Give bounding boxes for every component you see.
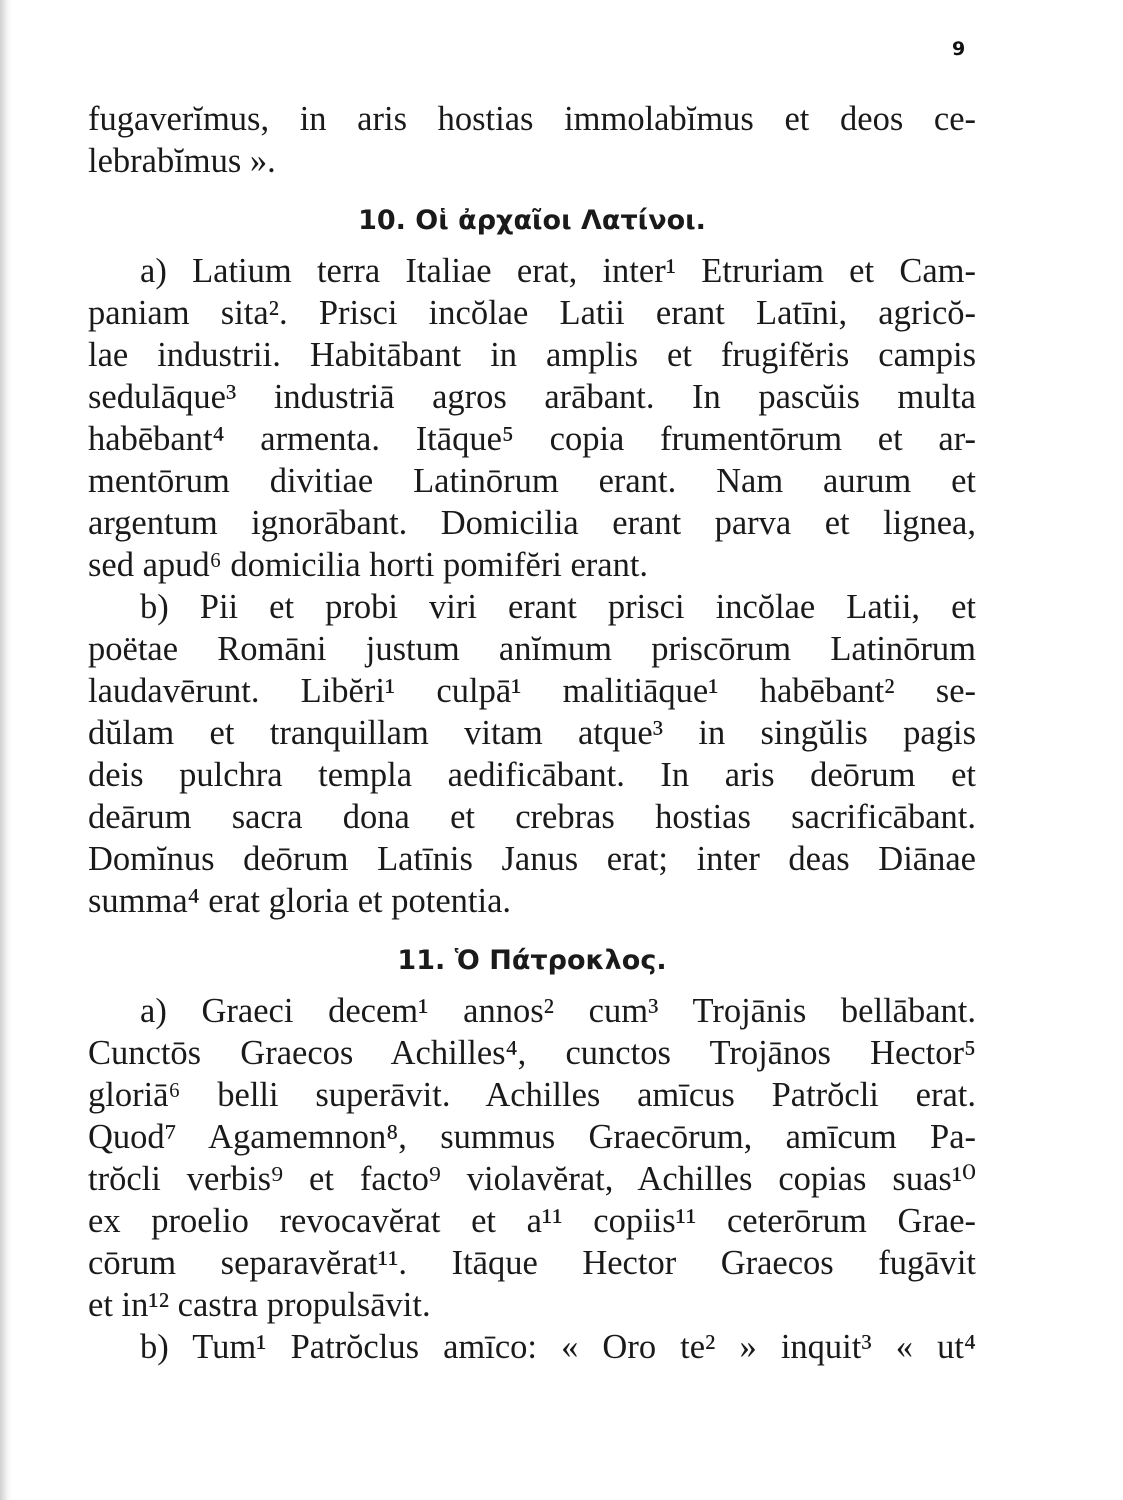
text-line: et in¹² castra propulsāvit. xyxy=(88,1286,431,1324)
text-line: Quod⁷ Agamemnon⁸, summus Graecōrum, amīcum Pa- xyxy=(88,1118,976,1156)
text-line: poëtae Romāni justum anĭmum priscōrum Latinōrum xyxy=(88,630,976,668)
text-line: cōrum separavĕrat¹¹. Itāque Hector Graecos fugāvit xyxy=(88,1244,976,1282)
section-10-paragraph-a xyxy=(88,250,976,586)
page-body xyxy=(88,98,976,1368)
text-line: argentum ignorābant. Domicilia erant parva et lignea, xyxy=(88,504,976,542)
page-edge-shadow xyxy=(0,0,12,1500)
text-line: sed apud⁶ domicilia horti pomifĕri erant. xyxy=(88,546,649,584)
section-11-paragraph-a xyxy=(88,990,976,1326)
text-line: lebrabĭmus ». xyxy=(88,142,276,180)
text-line: dŭlam et tranquillam vitam atque³ in singŭlis pagis xyxy=(88,714,976,752)
text-line: a) Graeci decem¹ annos² cum³ Trojānis bellābant. xyxy=(140,992,976,1030)
text-line: sedulāque³ industriā agros arābant. In pascŭis multa xyxy=(88,378,976,416)
text-line: deārum sacra dona et crebras hostias sacrificābant. xyxy=(88,798,976,836)
text-line: ex proelio revocavĕrat et a¹¹ copiis¹¹ ceterōrum Grae- xyxy=(88,1202,976,1240)
text-line: gloriā⁶ belli superāvit. Achilles amīcus Patrŏcli erat. xyxy=(88,1076,976,1114)
text-line: paniam sita². Prisci incŏlae Latii erant Latīni, agricŏ- xyxy=(88,294,976,332)
text-line: laudavērunt. Libĕri¹ culpā¹ malitiāque¹ habēbant² se- xyxy=(88,672,976,710)
text-line: summa⁴ erat gloria et potentia. xyxy=(88,882,512,920)
text-line: fugaverĭmus, in aris hostias immolabĭmus et deos ce- xyxy=(88,100,976,138)
text-line: Cunctōs Graecos Achilles⁴, cunctos Trojānos Hector⁵ xyxy=(88,1034,976,1072)
section-heading-10: 10. Οἱ ἀρχαῖοι Λατίνοι. xyxy=(358,205,706,236)
text-line: trŏcli verbis⁹ et facto⁹ violavĕrat, Achilles copias suas¹⁰ xyxy=(88,1160,976,1198)
text-line: b) Pii et probi viri erant prisci incŏlae Latii, et xyxy=(140,588,976,626)
section-heading-11: 11. Ὁ Πάτροκλος. xyxy=(397,945,667,976)
text-line: deis pulchra templa aedificābant. In aris deōrum et xyxy=(88,756,976,794)
text-line: lae industrii. Habitābant in amplis et frugifĕris campis xyxy=(88,336,976,374)
text-line: mentōrum divitiae Latinōrum erant. Nam aurum et xyxy=(88,462,976,500)
section-10-paragraph-b xyxy=(88,586,976,922)
text-line: habēbant⁴ armenta. Itāque⁵ copia frumentōrum et ar- xyxy=(88,420,976,458)
text-line: Domĭnus deōrum Latīnis Janus erat; inter deas Diānae xyxy=(88,840,976,878)
intro-paragraph xyxy=(88,98,976,182)
text-line: b) Tum¹ Patrŏclus amīco: « Oro te² » inquit³ « ut⁴ xyxy=(140,1328,976,1366)
section-11-paragraph-b xyxy=(88,1326,976,1368)
text-line: a) Latium terra Italiae erat, inter¹ Etruriam et Cam- xyxy=(140,252,976,290)
page-number: 9 xyxy=(952,38,966,60)
